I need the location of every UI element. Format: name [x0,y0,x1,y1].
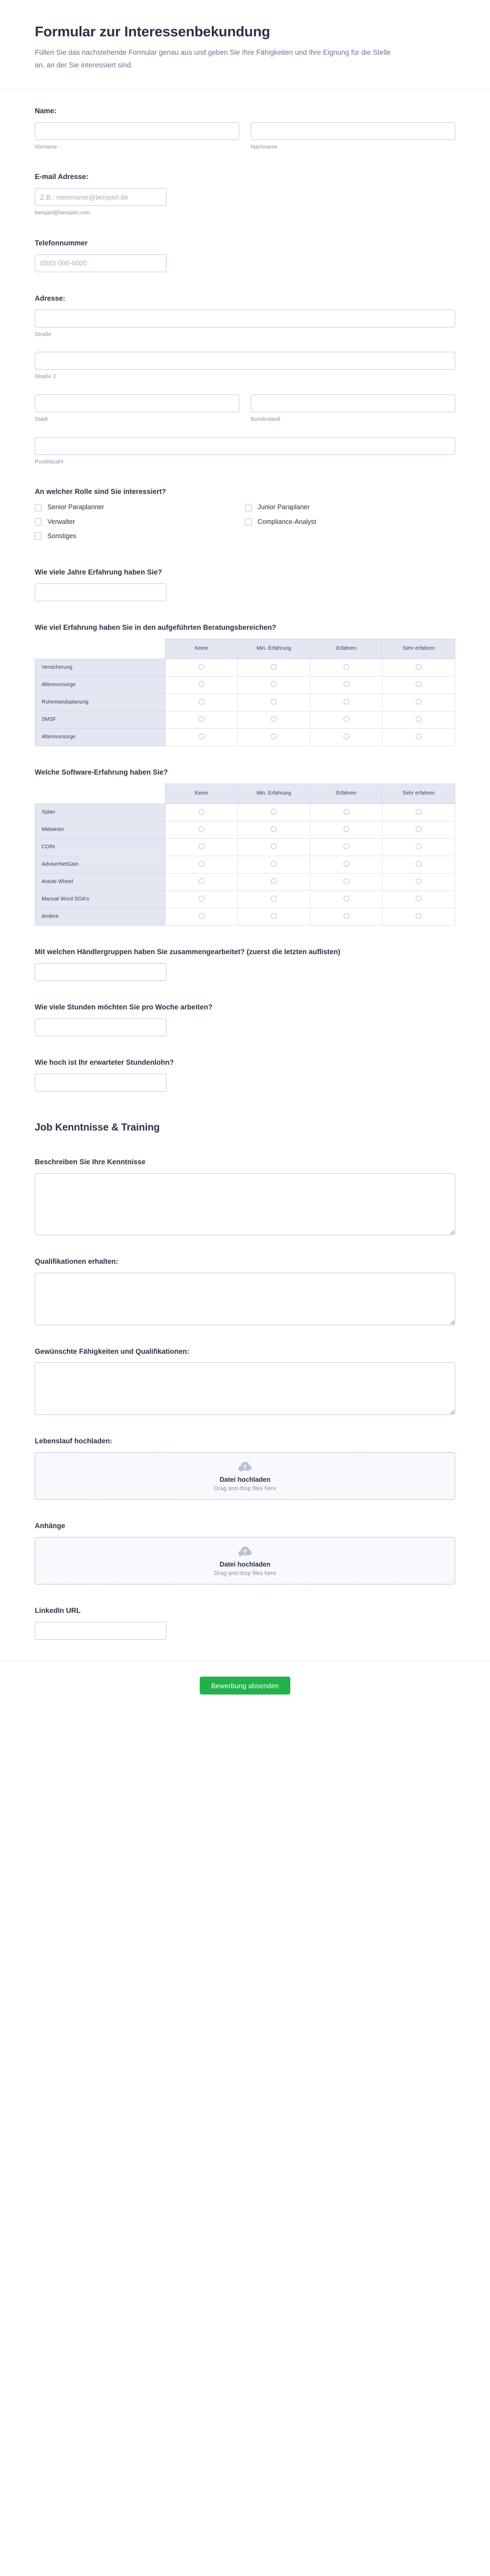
table-row [35,838,455,856]
table-row [35,856,455,873]
checkbox-icon[interactable] [35,504,42,511]
resume-dropzone-subtitle: Drag and drop files here [213,1485,276,1492]
checkbox-icon[interactable] [35,518,42,526]
radio-icon[interactable] [199,913,204,919]
radio-icon[interactable] [344,716,349,722]
matrix-row-label: Manual Word SOA's [35,890,165,908]
field-desired-skills [35,1346,455,1415]
state-sublabel: Bundesland [251,416,280,423]
cloud-upload-icon [238,1461,252,1472]
field-years-experience [35,567,455,601]
radio-icon[interactable] [199,699,204,705]
field-dealer-groups [35,947,455,981]
attachments-dropzone[interactable] [35,1537,455,1584]
street-group [35,310,455,339]
roles-column-right [245,503,455,546]
roles-label: An welcher Rolle sind Sie interessiert? [35,488,166,496]
checkbox-role-compliance-analyst[interactable] [245,518,455,526]
matrix-radio-cell[interactable] [310,908,383,925]
street-sublabel: Straße [35,331,52,338]
years-experience-input[interactable] [35,583,166,601]
matrix-radio-cell[interactable] [383,728,455,746]
state-group [251,394,455,423]
software-matrix-table [35,784,455,926]
matrix-row-label: Astute Wheel [35,873,165,890]
last-name-sublabel: Nachname [251,143,278,150]
radio-icon[interactable] [271,809,277,815]
email-sublabel: beispiel@beispiel.com [35,210,90,216]
hourly-rate-input[interactable] [35,1074,166,1092]
matrix-radio-cell[interactable] [165,711,238,728]
radio-icon[interactable] [271,826,277,832]
name-label: Name: [35,106,57,115]
table-row [35,821,455,838]
resume-dropzone[interactable] [35,1452,455,1500]
radio-icon[interactable] [344,699,349,705]
software-matrix-label: Welche Software-Erfahrung haben Sie? [35,768,168,776]
qualifications-label: Qualifikationen erhalten: [35,1257,119,1265]
hourly-rate-label: Wie hoch ist Ihr erwarteter Stundenlohn? [35,1058,174,1066]
matrix-radio-cell[interactable] [165,693,238,711]
matrix-radio-cell[interactable] [238,693,310,711]
table-row [35,728,455,746]
software-matrix-body [35,804,455,925]
matrix-radio-cell[interactable] [165,728,238,746]
matrix-radio-cell[interactable] [383,873,455,890]
describe-skills-label: Beschreiben Sie Ihre Kenntnisse [35,1157,146,1166]
last-name-input[interactable] [251,122,455,140]
matrix-radio-cell[interactable] [383,890,455,908]
first-name-input[interactable] [35,122,239,140]
matrix-column-header: Sehr erfahren [383,639,455,659]
attachments-dropzone-subtitle: Drag and drop files here [213,1570,276,1577]
phone-label: Telefonnummer [35,239,88,247]
radio-icon[interactable] [416,664,422,670]
radio-icon[interactable] [344,664,349,670]
radio-icon[interactable] [271,664,277,670]
radio-icon[interactable] [416,861,422,867]
radio-icon[interactable] [271,861,277,867]
checkbox-label: Junior Paraplaner [258,503,310,511]
city-input[interactable] [35,394,239,412]
linkedin-input[interactable] [35,1622,166,1640]
resume-upload-label: Lebenslauf hochladen: [35,1437,113,1445]
radio-icon[interactable] [416,716,422,722]
matrix-radio-cell[interactable] [310,856,383,873]
matrix-radio-cell[interactable] [383,821,455,838]
radio-icon[interactable] [344,896,349,901]
state-input[interactable] [251,394,455,412]
matrix-radio-cell[interactable] [238,838,310,856]
matrix-radio-cell[interactable] [383,908,455,925]
table-row [35,804,455,821]
field-resume-upload [35,1436,455,1500]
form-footer [0,1661,490,1718]
attachments-dropzone-title: Datei hochladen [219,1560,271,1568]
radio-icon[interactable] [416,913,422,919]
matrix-row-label: COIN [35,838,165,856]
field-hours-per-week [35,1002,455,1036]
radio-icon[interactable] [199,861,204,867]
radio-icon[interactable] [199,734,204,739]
matrix-radio-cell[interactable] [165,676,238,693]
submit-button[interactable]: Bewerbung absenden [200,1677,290,1695]
matrix-radio-cell[interactable] [383,676,455,693]
matrix-radio-cell[interactable] [238,676,310,693]
checkbox-role-sonstiges[interactable] [35,532,245,540]
street2-group [35,352,455,381]
field-email [35,172,455,217]
radio-icon[interactable] [199,716,204,722]
field-software-matrix [35,767,455,926]
linkedin-label: LinkedIn URL [35,1607,81,1615]
resume-dropzone-title: Datei hochladen [219,1475,271,1483]
matrix-radio-cell[interactable] [165,873,238,890]
radio-icon[interactable] [344,734,349,739]
cloud-upload-icon [238,1545,252,1557]
advice-matrix-body [35,659,455,746]
field-attachments-upload [35,1521,455,1584]
matrix-radio-cell[interactable] [310,693,383,711]
matrix-radio-cell[interactable] [310,821,383,838]
zip-group [35,437,455,466]
field-qualifications [35,1256,455,1325]
city-group [35,394,239,423]
matrix-radio-cell[interactable] [165,890,238,908]
checkbox-role-junior-paraplaner[interactable] [245,503,455,511]
matrix-radio-cell[interactable] [238,821,310,838]
dealer-groups-label: Mit welchen Händlergruppen haben Sie zusammengearbeitet? (zuerst die letzten auflisten) [35,947,340,956]
checkbox-role-senior-paraplanner[interactable] [35,503,245,511]
matrix-header-row [35,639,455,659]
matrix-radio-cell[interactable] [310,659,383,676]
radio-icon[interactable] [199,664,204,670]
matrix-radio-cell[interactable] [238,873,310,890]
radio-icon[interactable] [416,809,422,815]
field-phone [35,238,455,272]
radio-icon[interactable] [344,913,349,919]
form-body [0,90,490,1640]
radio-icon[interactable] [199,844,204,849]
radio-icon[interactable] [271,844,277,849]
radio-icon[interactable] [199,878,204,884]
first-name-group [35,122,239,151]
radio-icon[interactable] [271,734,277,739]
matrix-row-label: Altersvorsorge [35,676,165,693]
radio-icon[interactable] [416,896,422,901]
matrix-radio-cell[interactable] [310,873,383,890]
matrix-corner-cell [35,784,165,804]
matrix-row-label: Versicherung [35,659,165,676]
matrix-radio-cell[interactable] [165,821,238,838]
field-name [35,106,455,151]
matrix-row-label: AdviserNetGain [35,856,165,873]
matrix-row-label: Xplan [35,804,165,821]
advice-matrix-label: Wie viel Erfahrung haben Sie in den aufgeführten Beratungsbereichen? [35,623,277,632]
matrix-column-header: Sehr erfahren [383,784,455,804]
matrix-corner-cell [35,639,165,659]
radio-icon[interactable] [416,699,422,705]
radio-icon[interactable] [271,913,277,919]
radio-icon[interactable] [416,826,422,832]
radio-icon[interactable] [271,716,277,722]
matrix-radio-cell[interactable] [238,856,310,873]
table-row [35,693,455,711]
radio-icon[interactable] [199,896,204,901]
radio-icon[interactable] [199,681,204,687]
radio-icon[interactable] [344,681,349,687]
radio-icon[interactable] [344,861,349,867]
years-experience-label: Wie viele Jahre Erfahrung haben Sie? [35,568,162,577]
dealer-groups-input[interactable] [35,963,166,981]
matrix-radio-cell[interactable] [383,856,455,873]
street2-sublabel: Straße 2 [35,373,56,380]
table-row [35,659,455,676]
matrix-column-header: Keine [165,784,238,804]
matrix-row-label: Andere [35,908,165,925]
matrix-radio-cell[interactable] [383,693,455,711]
checkbox-icon[interactable] [35,532,42,540]
checkbox-label: Sonstiges [47,532,76,540]
matrix-radio-cell[interactable] [310,838,383,856]
section-heading-skills: Job Kenntnisse & Training [35,1122,160,1133]
matrix-radio-cell[interactable] [238,728,310,746]
attachments-upload-label: Anhänge [35,1522,65,1530]
desired-skills-textarea[interactable] [35,1362,455,1415]
address-label: Adresse: [35,294,65,302]
checkbox-icon[interactable] [245,504,252,511]
checkbox-label: Compliance-Analyst [258,518,317,526]
matrix-column-header: Min. Erfahrung [238,639,310,659]
hours-per-week-input[interactable] [35,1018,166,1036]
matrix-radio-cell[interactable] [238,804,310,821]
matrix-radio-cell[interactable] [165,659,238,676]
matrix-radio-cell[interactable] [238,890,310,908]
last-name-group [251,122,455,151]
matrix-radio-cell[interactable] [310,676,383,693]
radio-icon[interactable] [416,681,422,687]
radio-icon[interactable] [271,878,277,884]
matrix-radio-cell[interactable] [310,804,383,821]
page-subtitle: Füllen Sie das nachstehende Formular genau aus und geben Sie Ihre Fähigkeiten und Ihre Eignung für die Stelle an, an der Sie interessiert sind. [35,48,391,70]
checkbox-role-verwalter[interactable] [35,518,245,526]
field-describe-skills [35,1157,455,1235]
radio-icon[interactable] [344,826,349,832]
hours-per-week-label: Wie viele Stunden möchten Sie pro Woche arbeiten? [35,1003,213,1011]
radio-icon[interactable] [271,681,277,687]
matrix-header-row [35,784,455,804]
street-input[interactable] [35,310,455,328]
matrix-radio-cell[interactable] [238,659,310,676]
matrix-radio-cell[interactable] [238,908,310,925]
radio-icon[interactable] [416,844,422,849]
matrix-radio-cell[interactable] [165,856,238,873]
radio-icon[interactable] [199,809,204,815]
field-hourly-rate [35,1057,455,1092]
email-input[interactable] [35,188,166,206]
radio-icon[interactable] [416,734,422,739]
roles-column-left [35,503,245,546]
describe-skills-textarea[interactable] [35,1173,455,1235]
zip-sublabel: Postleitzahl [35,458,63,465]
desired-skills-label: Gewünschte Fähigkeiten und Qualifikationen: [35,1347,190,1355]
matrix-row-label: Midwinter [35,821,165,838]
matrix-radio-cell[interactable] [383,711,455,728]
zip-input[interactable] [35,437,455,455]
matrix-column-header: Keine [165,639,238,659]
street2-input[interactable] [35,352,455,370]
matrix-radio-cell[interactable] [165,908,238,925]
matrix-radio-cell[interactable] [238,711,310,728]
qualifications-textarea[interactable] [35,1273,455,1325]
radio-icon[interactable] [199,826,204,832]
matrix-row-label: Ruhestandsplanung [35,693,165,711]
phone-input[interactable] [35,254,166,272]
matrix-radio-cell[interactable] [165,838,238,856]
field-address [35,293,455,466]
field-advice-matrix [35,622,455,746]
table-row [35,908,455,925]
city-sublabel: Stadt [35,416,48,423]
table-row [35,711,455,728]
radio-icon[interactable] [416,878,422,884]
matrix-row-label: SMSF [35,711,165,728]
first-name-sublabel: Vorname [35,143,57,150]
checkbox-label: Verwalter [47,518,75,526]
matrix-row-label: Altersvorsorge [35,728,165,746]
radio-icon[interactable] [344,878,349,884]
page-title: Formular zur Interessenbekundung [35,24,270,39]
checkbox-icon[interactable] [245,518,252,526]
matrix-radio-cell[interactable] [310,728,383,746]
radio-icon[interactable] [344,809,349,815]
matrix-radio-cell[interactable] [383,659,455,676]
matrix-radio-cell[interactable] [310,890,383,908]
matrix-radio-cell[interactable] [383,838,455,856]
matrix-radio-cell[interactable] [383,804,455,821]
matrix-radio-cell[interactable] [310,711,383,728]
radio-icon[interactable] [271,699,277,705]
matrix-column-header: Min. Erfahrung [238,784,310,804]
table-row [35,890,455,908]
radio-icon[interactable] [344,844,349,849]
form-header [0,0,490,90]
matrix-radio-cell[interactable] [165,804,238,821]
matrix-column-header: Erfahren [310,639,383,659]
table-row [35,676,455,693]
email-label: E-mail Adresse: [35,173,89,181]
matrix-column-header: Erfahren [310,784,383,804]
checkbox-label: Senior Paraplanner [47,503,104,511]
radio-icon[interactable] [271,896,277,901]
field-roles [35,487,455,546]
field-linkedin [35,1606,455,1640]
table-row [35,873,455,890]
advice-matrix-table [35,639,455,746]
spacer [35,1113,455,1122]
